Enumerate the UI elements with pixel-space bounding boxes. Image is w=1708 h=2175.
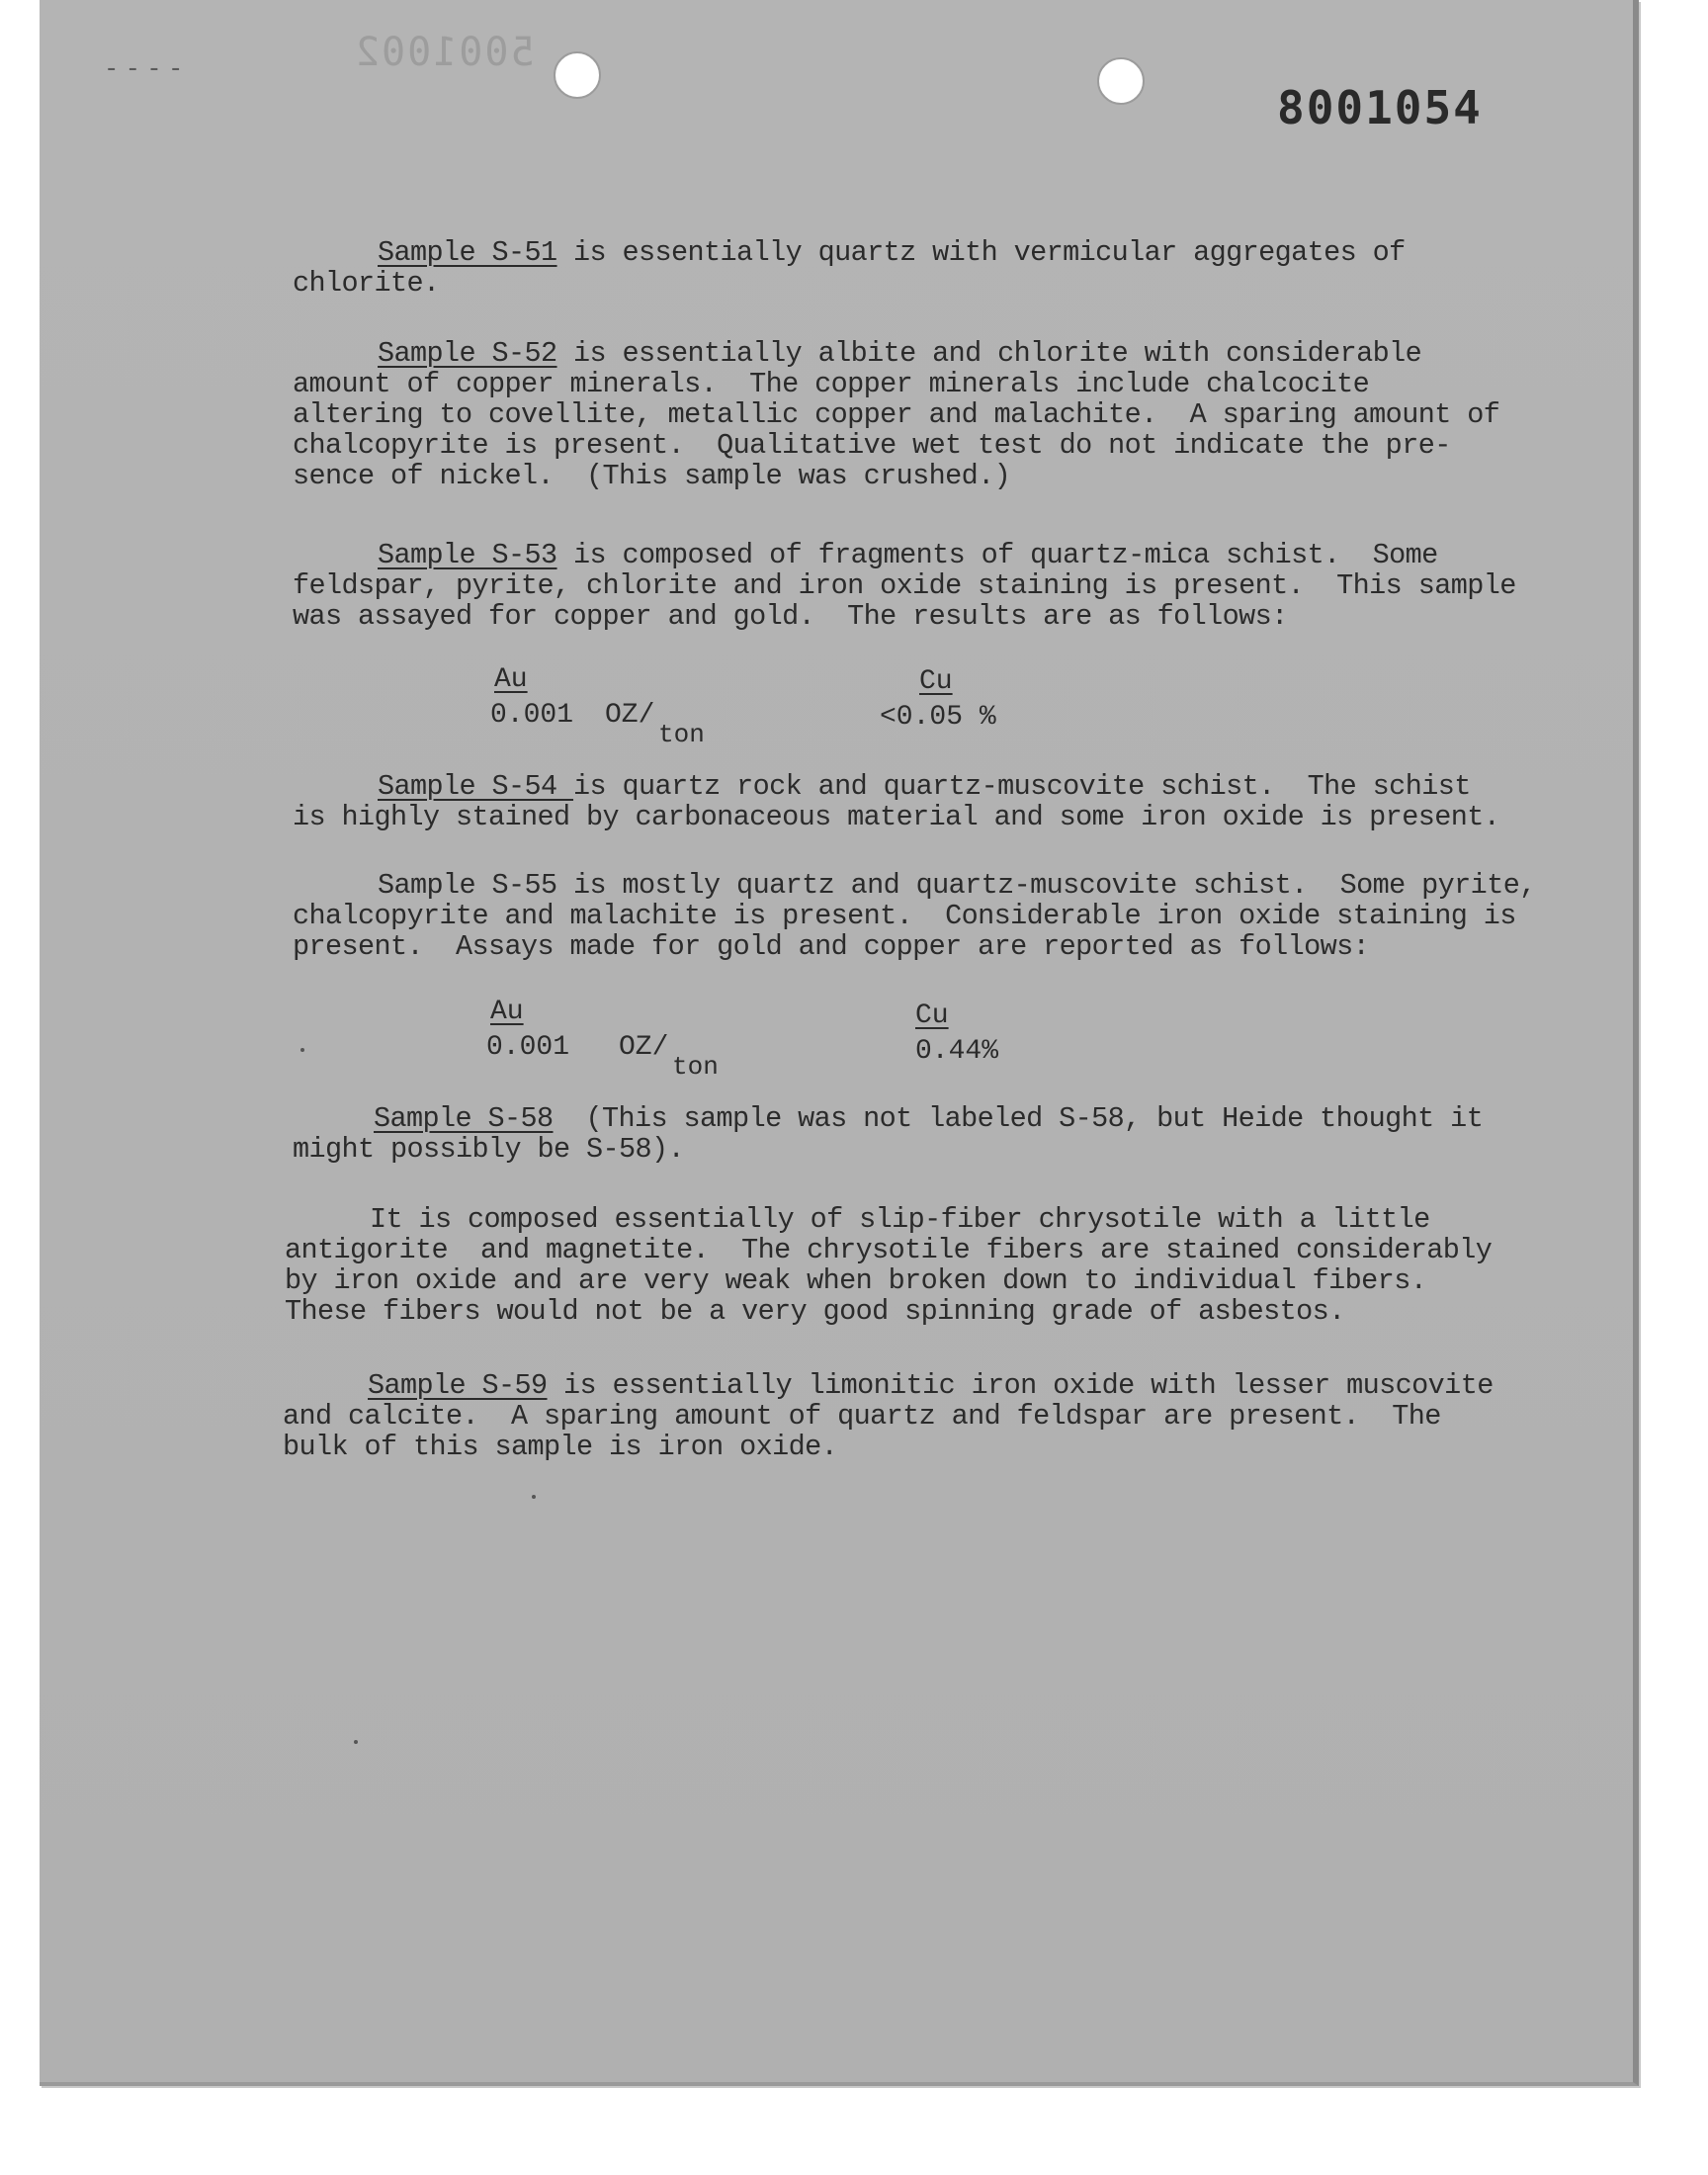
sample-label-s58: Sample S-58 (374, 1102, 554, 1135)
text-line: was assayed for copper and gold. The results are as follows: (293, 600, 1288, 633)
document-number: 8001054 (1277, 81, 1483, 134)
assay-s53-au-header: Au (494, 664, 528, 695)
text-line: feldspar, pyrite, chlorite and iron oxide staining is present. This sample (293, 569, 1516, 602)
paragraph-s51 (293, 237, 1578, 299)
assay-s55-au-unit-bottom: ton (672, 1052, 719, 1082)
sample-label-s54: Sample S-54 (378, 770, 574, 803)
text-line: It is composed essentially of slip-fiber chrysotile with a little (370, 1203, 1430, 1236)
paragraph-s59 (283, 1370, 1568, 1462)
speck (354, 1740, 358, 1744)
text-line: chalcopyrite and malachite is present. Considerable iron oxide staining is (293, 900, 1516, 932)
paragraph-s54 (293, 771, 1578, 832)
text-line: These fibers would not be a very good spinning grade of asbestos. (285, 1295, 1345, 1328)
assay-s55-cu-header: Cu (915, 1000, 949, 1031)
text-line: (This sample was not labeled S-58, but Heide thought it (553, 1102, 1484, 1135)
text-line: is essentially limonitic iron oxide with lesser muscovite (547, 1369, 1494, 1402)
text-line: is quartz rock and quartz-muscovite schist. The schist (573, 770, 1471, 803)
sample-label-s59: Sample S-59 (368, 1369, 548, 1402)
assay-s55-au-header: Au (490, 997, 524, 1027)
assay-s53-cu-value: <0.05 % (880, 702, 996, 733)
punch-hole-right (1097, 57, 1145, 105)
sample-label-s52: Sample S-52 (378, 337, 557, 370)
punch-hole-left (554, 51, 601, 99)
text-line: is essentially quartz with vermicular aggregates of (556, 236, 1406, 269)
text-line: altering to covellite, metallic copper and malachite. A sparing amount of (293, 398, 1500, 431)
assay-s53-cu-header: Cu (919, 666, 953, 697)
text-line: is essentially albite and chlorite with considerable (556, 337, 1422, 370)
sample-label-s53: Sample S-53 (378, 539, 557, 571)
assay-s53-au-value: 0.001 (490, 700, 574, 731)
text-line: sence of nickel. (This sample was crushed.) (293, 460, 1011, 492)
text-line: chalcopyrite is present. Qualitative wet test do not indicate the pre- (293, 429, 1451, 462)
text-line: present. Assays made for gold and copper are reported as follows: (293, 930, 1370, 963)
speck (532, 1495, 536, 1499)
text-line: chlorite. (293, 267, 440, 300)
text-line: bulk of this sample is iron oxide. (283, 1431, 838, 1463)
text-line: and calcite. A sparing amount of quartz and feldspar are present. The (283, 1400, 1441, 1433)
text-line: amount of copper minerals. The copper minerals include chalcocite (293, 368, 1370, 400)
text-line: is composed of fragments of quartz-mica schist. Some (556, 539, 1438, 571)
paragraph-s58-body (285, 1204, 1570, 1327)
assay-s55-au-unit-top: OZ/ (619, 1032, 669, 1063)
paragraph-s58 (293, 1103, 1578, 1165)
text-line: might possibly be S-58). (293, 1133, 685, 1166)
assay-s53-au-unit-bottom: ton (658, 720, 705, 749)
assay-s55-au-value: 0.001 (486, 1032, 570, 1063)
text-line: antigorite and magnetite. The chrysotile fibers are stained considerably (285, 1234, 1493, 1266)
paragraph-s55 (293, 870, 1578, 962)
paragraph-s52 (293, 338, 1578, 491)
document-page (40, 0, 1639, 2086)
assay-s55-cu-value: 0.44% (915, 1036, 999, 1067)
faint-bleedthrough-number: 5001002 (354, 30, 535, 75)
sample-label-s51: Sample S-51 (378, 236, 557, 269)
speck (300, 1048, 304, 1052)
text-line: Sample S-55 is mostly quartz and quartz-muscovite schist. Some pyrite, (378, 869, 1536, 902)
paragraph-s53 (293, 540, 1578, 632)
corner-scribble: - - - - (107, 53, 183, 83)
assay-s53-au-unit-top: OZ/ (605, 700, 655, 731)
text-line: is highly stained by carbonaceous material and some iron oxide is present. (293, 801, 1500, 833)
text-line: by iron oxide and are very weak when broken down to individual fibers. (285, 1264, 1427, 1297)
